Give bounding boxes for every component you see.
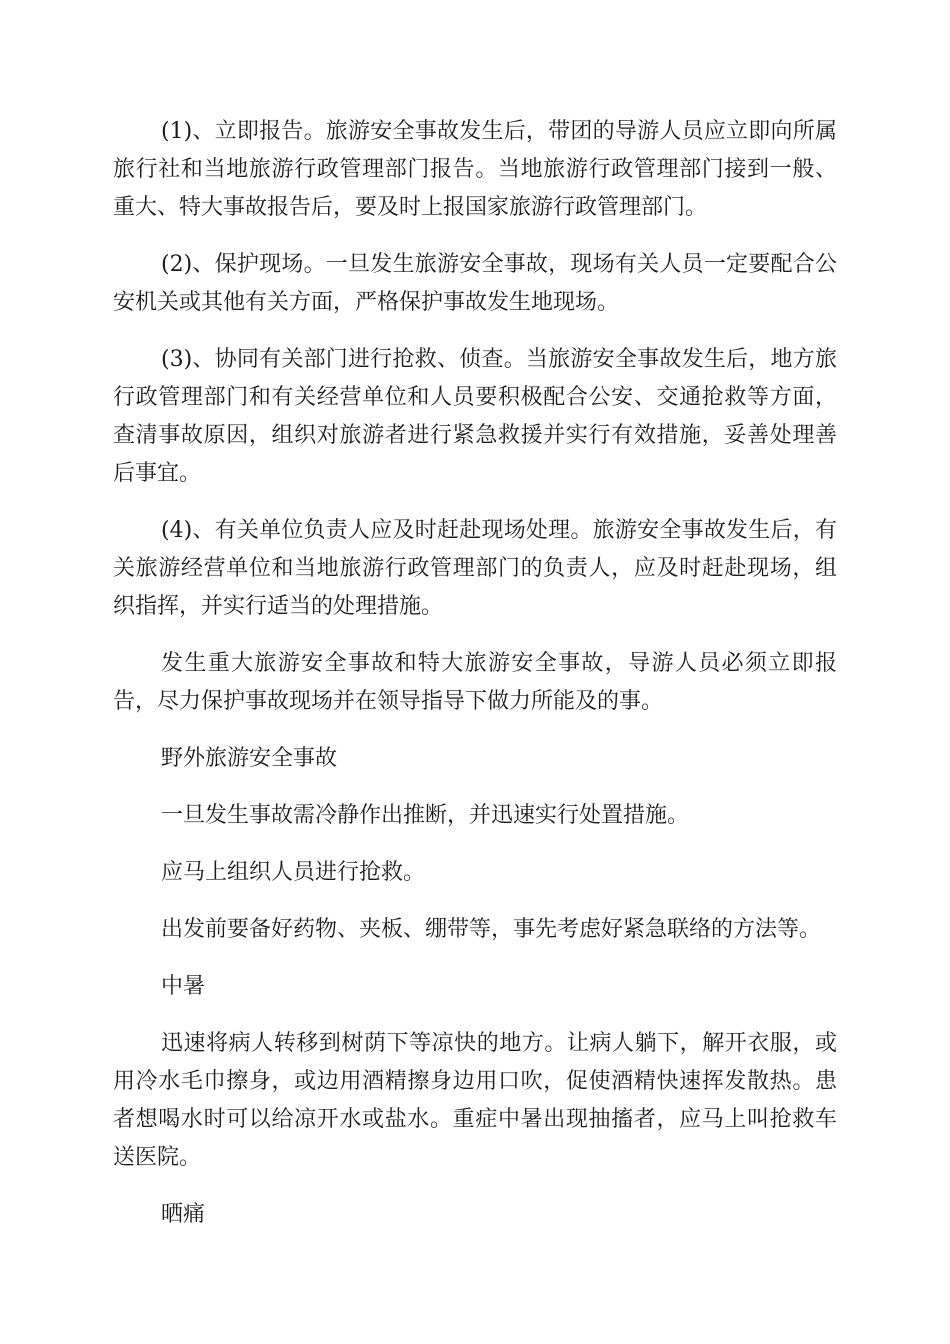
heading-sunburn: 晒痛 <box>161 1202 206 1227</box>
paragraph-responsible-person: (4)、有关单位负责人应及时赶赴现场处理。旅游安全事故发生后，有关旅游经营单位和当地旅游行政管理部门的负责人，应及时赶赴现场，组织指挥，并实行适当的处理措施。 <box>113 518 837 619</box>
paragraph-major-accident: 发生重大旅游安全事故和特大旅游安全事故，导游人员必须立即报告，尽力保护事故现场并在领导指导下做力所能及的事。 <box>113 651 837 714</box>
paragraph-rescue: (3)、协同有关部门进行抢救、侦查。当旅游安全事故发生后，地方旅行政管理部门和有关经营单位和人员要积极配合公安、交通抢救等方面，查清事故原因，组织对旅游者进行紧急救援并实行有效措施，妥善处理善后事宜。 <box>113 347 837 486</box>
paragraph-organize-rescue: 应马上组织人员进行抢救。 <box>161 860 426 885</box>
paragraph-heatstroke-treatment: 迅速将病人转移到树荫下等凉快的地方。让病人躺下，解开衣服，或用冷水毛巾擦身，或边用酒精擦身边用口吹，促使酒精快速挥发散热。患者想喝水时可以给凉开水或盐水。重症中暑出现抽搐者，应马上叫抢救车送医院。 <box>113 1031 837 1170</box>
heading-outdoor-accident: 野外旅游安全事故 <box>161 746 338 771</box>
paragraph-report: (1)、立即报告。旅游安全事故发生后，带团的导游人员应立即向所属旅行社和当地旅游行政管理部门报告。当地旅游行政管理部门接到一般、重大、特大事故报告后，要及时上报国家旅游行政管理部门。 <box>113 119 837 220</box>
paragraph-prepare-supplies: 出发前要备好药物、夹板、绷带等，事先考虑好紧急联络的方法等。 <box>161 917 822 942</box>
paragraph-protect-scene: (2)、保护现场。一旦发生旅游安全事故，现场有关人员一定要配合公安机关或其他有关方面，严格保护事故发生地现场。 <box>113 252 837 315</box>
heading-heatstroke: 中暑 <box>161 974 206 999</box>
document-body <box>113 113 837 1253</box>
paragraph-stay-calm: 一旦发生事故需冷静作出推断，并迅速实行处置措施。 <box>161 803 690 828</box>
